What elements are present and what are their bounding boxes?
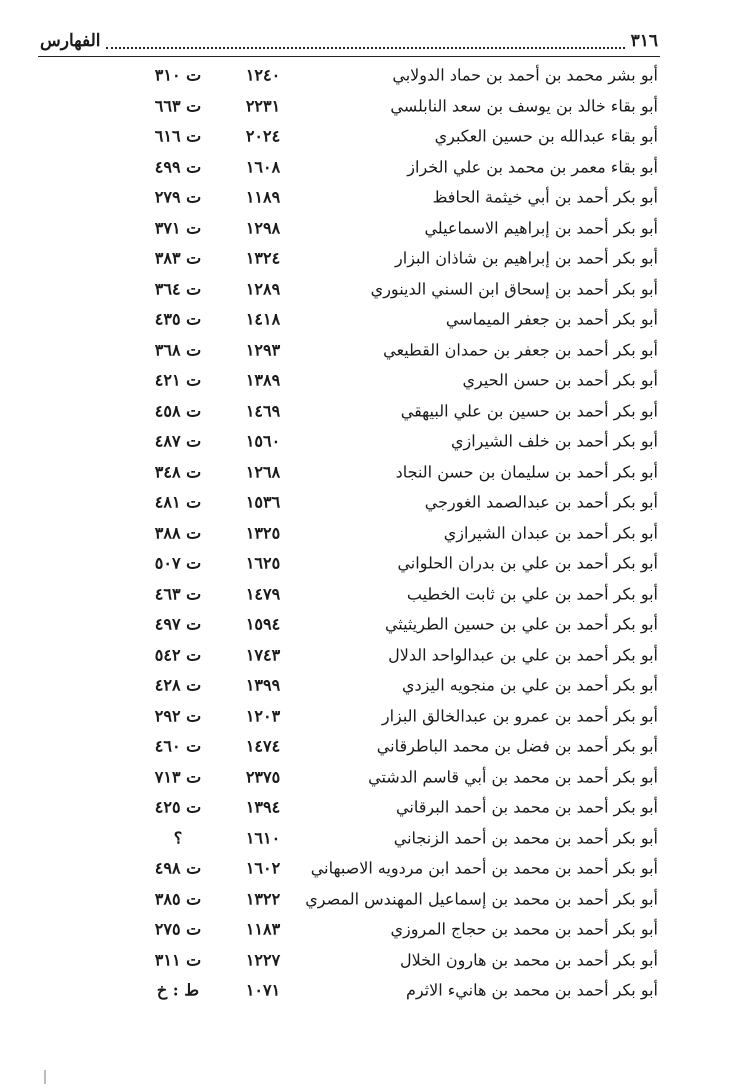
index-entry-row [0,823,746,854]
entry-death-year: ت ٤٨٧ [154,431,202,451]
entry-death-year: ؟ [173,828,183,848]
index-entry-row [0,670,746,701]
entry-death-year: ت ٤٩٨ [154,858,202,878]
index-entry-row [0,426,746,457]
header-rule [38,56,660,57]
index-entry-row [0,945,746,976]
entry-death-year: ت ٥٠٧ [154,553,202,573]
index-entry-row [0,182,746,213]
entry-name: أبو بكر أحمد بن علي بن بدران الحلواني [397,553,658,573]
entry-name: أبو بكر أحمد بن محمد بن هانيء الاثرم [405,980,658,1000]
entry-name: أبو بكر أحمد بن حسن الحيري [462,370,658,390]
entry-death-year: ط : خ [156,980,200,1000]
entry-name: أبو بكر أحمد بن علي بن ثابت الخطيب [406,584,658,604]
entry-number: ٢٣٧٥ [245,767,281,787]
margin-mark [44,1070,46,1084]
entry-name: أبو بكر أحمد بن سليمان بن حسن النجاد [395,462,658,482]
entry-name: أبو بكر أحمد بن محمد بن أحمد الزنجاني [393,828,658,848]
entry-name: أبو بقاء عبدالله بن حسين العكبري [434,126,658,146]
entry-death-year: ت ٤٦٣ [154,584,202,604]
index-entry-row [0,365,746,396]
index-entry-row [0,121,746,152]
entry-death-year: ت ٣٦٨ [154,340,202,360]
entry-number: ١٣٩٤ [245,797,281,817]
entry-death-year: ت ٤٨١ [154,492,202,512]
entry-number: ١٠٧١ [245,980,281,1000]
entry-number: ١٦٠٢ [245,858,281,878]
index-entry-row [0,152,746,183]
entry-death-year: ت ٣٨٨ [154,523,202,543]
entry-name: أبو بكر أحمد بن إسحاق ابن السني الدينوري [370,279,658,299]
entry-name: أبو بكر أحمد بن حسين بن علي البيهقي [400,401,658,421]
entry-death-year: ت ٣٨٣ [154,248,202,268]
entry-number: ١٣٢٢ [245,889,281,909]
index-entries [0,60,746,1006]
entry-number: ١٢٤٠ [245,65,281,85]
entry-death-year: ت ٤٢٨ [154,675,202,695]
entry-name: أبو بكر أحمد بن محمد بن أحمد البرقاني [396,797,658,817]
index-entry-row [0,914,746,945]
entry-death-year: ت ٣٤٨ [154,462,202,482]
entry-name: أبو بكر أحمد بن فضل بن محمد الباطرقاني [376,736,658,756]
entry-number: ١٣٢٥ [245,523,281,543]
entry-number: ١٤٧٤ [245,736,281,756]
entry-number: ١٤١٨ [245,309,281,329]
entry-name: أبو بقاء معمر بن محمد بن علي الخراز [407,157,658,177]
entry-name: أبو بقاء خالد بن يوسف بن سعد النابلسي [390,96,658,116]
entry-death-year: ت ٣٧١ [154,218,202,238]
entry-number: ١١٨٩ [245,187,281,207]
entry-death-year: ت ٣١١ [154,950,202,970]
entry-number: ١٧٤٣ [245,645,281,665]
entry-name: أبو بكر أحمد بن جعفر بن حمدان القطيعي [383,340,658,360]
index-entry-row [0,518,746,549]
index-entry-row [0,243,746,274]
entry-death-year: ت ٣٦٤ [154,279,202,299]
entry-number: ١٤٧٩ [245,584,281,604]
page-number: ٣١٦ [630,31,658,51]
entry-death-year: ت ٤٣٥ [154,309,202,329]
entry-number: ١٢٨٩ [245,279,281,299]
entry-name: أبو بكر أحمد بن إبراهيم الاسماعيلي [424,218,658,238]
entry-number: ١٣٢٤ [245,248,281,268]
entry-number: ١٦١٠ [245,828,281,848]
index-entry-row [0,396,746,427]
entry-death-year: ت ٤٢١ [154,370,202,390]
index-entry-row [0,731,746,762]
entry-number: ١٥٦٠ [245,431,281,451]
entry-number: ٢٠٢٤ [245,126,281,146]
entry-name: أبو بكر أحمد بن جعفر الميماسي [445,309,658,329]
entry-name: أبو بكر أحمد بن أبي خيثمة الحافظ [432,187,658,207]
index-entry-row [0,579,746,610]
entry-name: أبو بكر أحمد بن محمد بن هارون الخلال [399,950,658,970]
entry-name: أبو بكر أحمد بن محمد بن أحمد ابن مردويه الاصبهاني [310,858,658,878]
index-entry-row [0,762,746,793]
entry-number: ١٢٠٣ [245,706,281,726]
entry-number: ١٢٦٨ [245,462,281,482]
entry-name: أبو بكر أحمد بن علي بن عبدالواحد الدلال [388,645,658,665]
index-entry-row [0,457,746,488]
entry-name: أبو بكر أحمد بن عمرو بن عبدالخالق البزار [381,706,658,726]
entry-death-year: ت ٣١٠ [154,65,202,85]
index-entry-row [0,548,746,579]
index-entry-row [0,60,746,91]
entry-number: ١٢٩٨ [245,218,281,238]
section-title: الفهارس [40,31,101,51]
entry-name: أبو بشر محمد بن أحمد بن حماد الدولابي [392,65,658,85]
entry-death-year: ت ٧١٣ [154,767,202,787]
index-entry-row [0,853,746,884]
entry-death-year: ت ٥٤٢ [154,645,202,665]
index-entry-row [0,213,746,244]
entry-death-year: ت ٦١٦ [154,126,202,146]
entry-number: ١٤٦٩ [245,401,281,421]
entry-number: ١٥٩٤ [245,614,281,634]
entry-number: ١٣٨٩ [245,370,281,390]
entry-death-year: ت ٣٨٥ [154,889,202,909]
entry-death-year: ت ٢٧٥ [154,919,202,939]
entry-death-year: ت ٤٩٧ [154,614,202,634]
entry-death-year: ت ٤٢٥ [154,797,202,817]
entry-name: أبو بكر أحمد بن عبدان الشيرازي [443,523,658,543]
entry-death-year: ت ٤٥٨ [154,401,202,421]
entry-name: أبو بكر أحمد بن علي بن حسين الطريثيثي [384,614,658,634]
entry-name: أبو بكر أحمد بن علي بن منجويه اليزدي [402,675,658,695]
entry-name: أبو بكر أحمد بن عبدالصمد الغورجي [424,492,658,512]
entry-name: أبو بكر أحمد بن خلف الشيرازي [450,431,658,451]
entry-number: ٢٢٣١ [245,96,281,116]
index-entry-row [0,304,746,335]
entry-name: أبو بكر أحمد بن محمد بن إسماعيل المهندس المصري [305,889,658,909]
entry-death-year: ت ٢٧٩ [154,187,202,207]
entry-number: ١٢٢٧ [245,950,281,970]
index-entry-row [0,884,746,915]
entry-name: أبو بكر أحمد بن إبراهيم بن شاذان البزار [395,248,658,268]
entry-number: ١١٨٣ [245,919,281,939]
index-entry-row [0,640,746,671]
header-dot-leader [106,33,624,49]
entry-death-year: ت ٤٦٠ [154,736,202,756]
index-entry-row [0,91,746,122]
index-entry-row [0,609,746,640]
entry-number: ١٢٩٣ [245,340,281,360]
entry-name: أبو بكر أحمد بن محمد بن حجاج المروزي [390,919,658,939]
index-entry-row [0,792,746,823]
page-header [40,28,658,54]
entry-number: ١٣٩٩ [245,675,281,695]
entry-death-year: ت ٦٦٣ [154,96,202,116]
index-entry-row [0,487,746,518]
entry-death-year: ت ٢٩٢ [154,706,202,726]
index-entry-row [0,975,746,1006]
entry-number: ١٦٢٥ [245,553,281,573]
index-entry-row [0,274,746,305]
index-entry-row [0,701,746,732]
index-entry-row [0,335,746,366]
entry-death-year: ت ٤٩٩ [154,157,202,177]
entry-name: أبو بكر أحمد بن محمد بن أبي قاسم الدشتي [368,767,658,787]
entry-number: ١٥٣٦ [245,492,281,512]
entry-number: ١٦٠٨ [245,157,281,177]
